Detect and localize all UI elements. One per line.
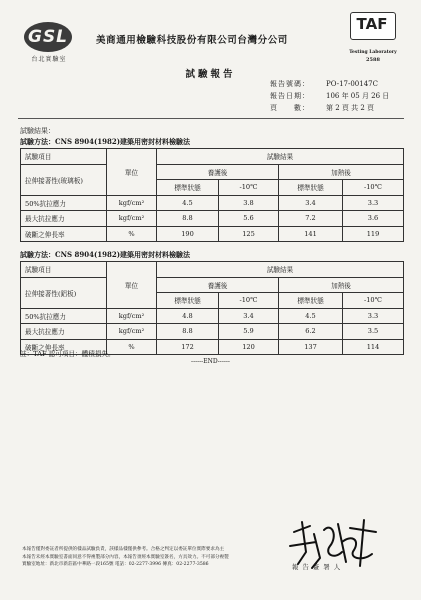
sub-item-header: 拉伸接著性(鋁板) [21, 277, 107, 308]
taf-lab-number: 2588 [366, 57, 380, 63]
table-row [21, 226, 404, 242]
cell-value: 3.3 [343, 308, 404, 324]
report-no: PO-17-00147C [326, 80, 378, 88]
col-standard: 標準狀態 [157, 180, 219, 196]
report-date-label: 報告日期： [270, 92, 310, 100]
cell-value: 4.8 [157, 308, 219, 324]
page-count: 第 2 頁 共 2 頁 [326, 104, 375, 112]
item-header: 試驗項目 [21, 262, 107, 278]
footer-line: 實驗室地址：新北市新莊區中華路一段165號 電話：02-2277-3996 傳真：02-2277-3586 [22, 562, 209, 567]
item-header: 試驗項目 [21, 149, 107, 165]
row-unit: % [107, 226, 157, 242]
unit-header: 單位 [107, 149, 157, 196]
cell-value: 8.8 [157, 324, 219, 340]
taf-logo [344, 12, 402, 68]
company-name: 美商通用檢驗科技股份有限公司台灣分公司 [96, 35, 288, 46]
report-date: 106 年 05 月 26 日 [326, 92, 390, 100]
row-unit: % [107, 339, 157, 355]
row-item: 破斷之伸長率 [21, 226, 107, 242]
taf-note: 註：TAF 認可項目：體積損失。 [20, 350, 115, 358]
table-row [21, 195, 404, 211]
cell-value: 7.2 [279, 211, 343, 227]
col-standard: 標準狀態 [279, 180, 343, 196]
cell-value: 3.6 [343, 211, 404, 227]
row-item: 破斷之伸長率 [21, 339, 107, 355]
gsl-logo [22, 22, 76, 66]
section2-method: 試驗方法：CNS 8904(1982)建築用密封材料檢驗法 [20, 250, 191, 259]
cell-value: 114 [343, 339, 404, 355]
header-divider [18, 118, 404, 119]
results-header: 試驗結果 [157, 149, 404, 165]
cell-value: 4.5 [157, 195, 219, 211]
cell-value: 3.4 [279, 195, 343, 211]
taf-lab-label: Testing Laboratory [349, 50, 397, 55]
section1-method: 試驗方法：CNS 8904(1982)建築用密封材料檢驗法 [20, 137, 191, 146]
col-minus10: -10℃ [219, 293, 279, 309]
footer-line: 本報告未經本實驗室書面同意不得複製部分內容，本報告須經本實驗室簽名，方具效力。不可部分複製 [22, 554, 229, 560]
cell-value: 8.8 [157, 211, 219, 227]
group-heated-header: 加熱後 [279, 277, 404, 293]
report-meta [270, 78, 389, 114]
col-standard: 標準狀態 [279, 293, 343, 309]
col-minus10: -10℃ [343, 293, 404, 309]
signatory-label: 報 告 簽 署 人 [292, 563, 342, 571]
cell-value: 141 [279, 226, 343, 242]
row-item: 50%抗拉應力 [21, 195, 107, 211]
row-item: 最大抗拉應力 [21, 211, 107, 227]
report-no-label: 報告號碼： [270, 80, 310, 88]
sub-item-header: 拉伸接著性(玻璃板) [21, 164, 107, 195]
col-standard: 標準狀態 [157, 293, 219, 309]
cell-value: 5.6 [219, 211, 279, 227]
page-count-label: 頁 數： [270, 104, 310, 112]
row-unit: kgf/cm² [107, 308, 157, 324]
table-row [21, 211, 404, 227]
row-unit: kgf/cm² [107, 195, 157, 211]
results-header: 試驗結果 [157, 262, 404, 278]
group-heated-header: 加熱後 [279, 164, 404, 180]
taf-logo-text: TAF [356, 15, 388, 33]
footer-disclaimer [22, 546, 312, 569]
table-row [21, 324, 404, 340]
gsl-logo-text: GSL [24, 22, 72, 52]
cell-value: 125 [219, 226, 279, 242]
row-item: 最大抗拉應力 [21, 324, 107, 340]
group-cured-header: 養護後 [157, 277, 279, 293]
cell-value: 3.8 [219, 195, 279, 211]
cell-value: 6.2 [279, 324, 343, 340]
unit-header: 單位 [107, 262, 157, 309]
row-unit: kgf/cm² [107, 211, 157, 227]
end-marker: ------END------ [191, 358, 230, 365]
cell-value: 190 [157, 226, 219, 242]
group-cured-header: 養護後 [157, 164, 279, 180]
cell-value: 5.9 [219, 324, 279, 340]
gsl-logo-subtitle: 台北實驗室 [31, 56, 67, 63]
results-label: 試驗結果： [20, 127, 55, 135]
cell-value: 3.3 [343, 195, 404, 211]
cell-value: 3.5 [343, 324, 404, 340]
cell-value: 3.4 [219, 308, 279, 324]
row-item: 50%抗拉應力 [21, 308, 107, 324]
col-minus10: -10℃ [219, 180, 279, 196]
cell-value: 4.5 [279, 308, 343, 324]
col-minus10: -10℃ [343, 180, 404, 196]
cell-value: 120 [219, 339, 279, 355]
cell-value: 172 [157, 339, 219, 355]
cell-value: 119 [343, 226, 404, 242]
row-unit: kgf/cm² [107, 324, 157, 340]
results-table-aluminum [20, 261, 404, 355]
footer-line: 本報告僅對委託者所提供的樣品試驗負責，該樣品樣僅供參考。合格之判定以委託單位實際要求為主 [22, 547, 225, 552]
cell-value: 137 [279, 339, 343, 355]
table-row [21, 308, 404, 324]
results-table-glass [20, 148, 404, 242]
report-title: 試驗報告 [185, 69, 236, 80]
